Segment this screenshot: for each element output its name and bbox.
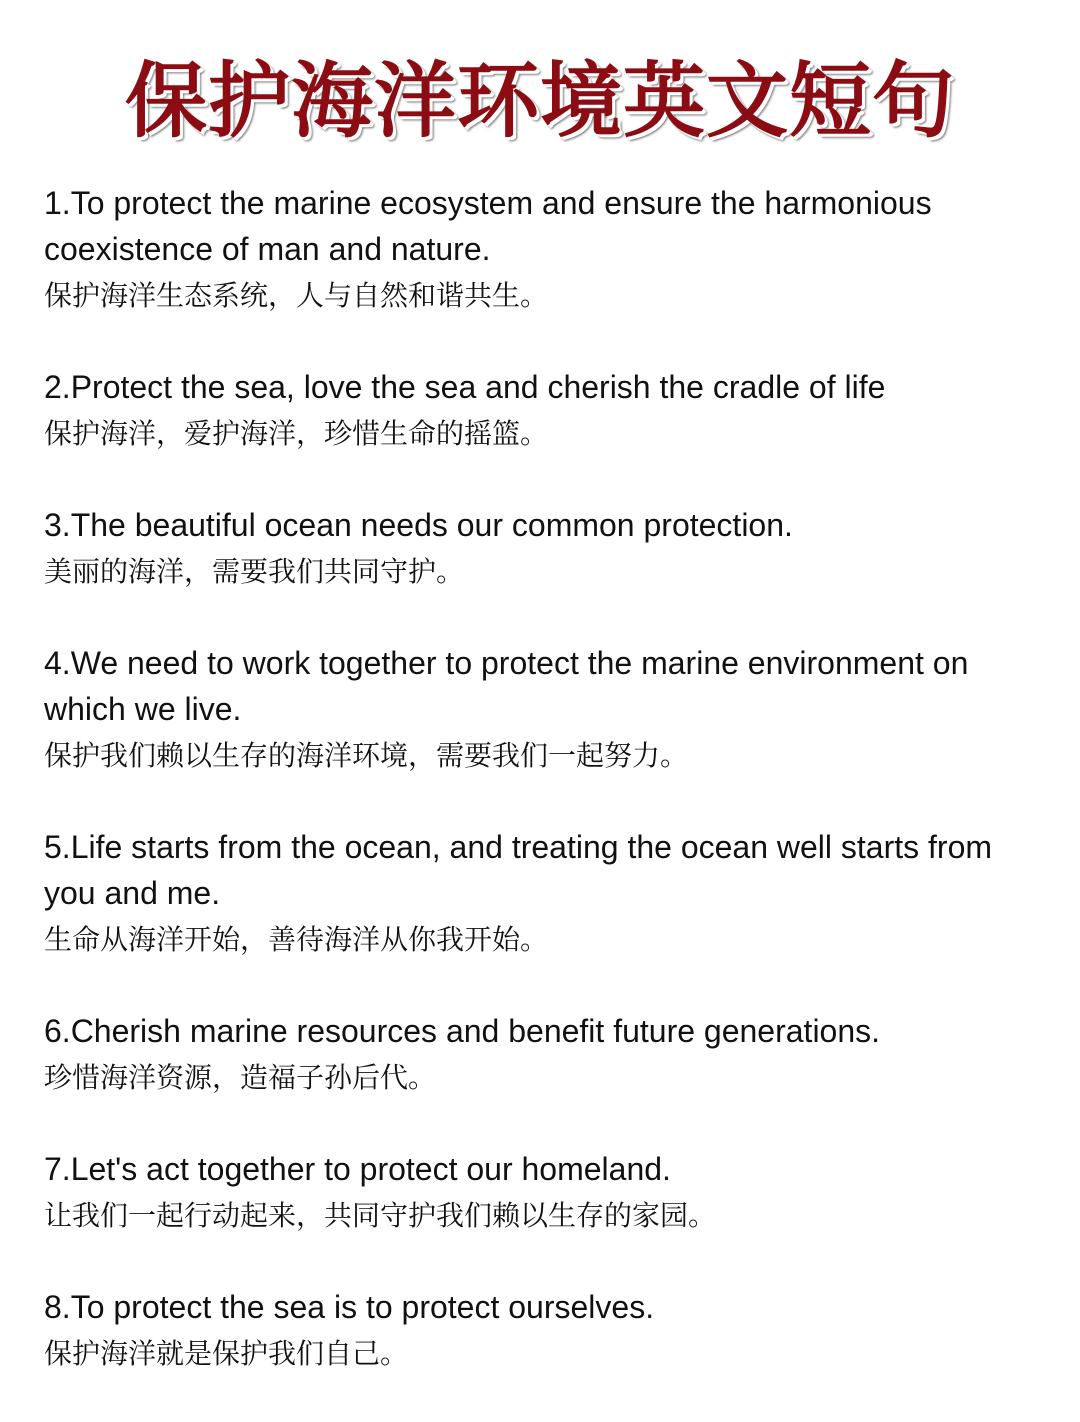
- english-sentence: 2.Protect the sea, love the sea and cherish the cradle of life: [44, 369, 886, 405]
- chinese-translation: 保护我们赖以生存的海洋环境，需要我们一起努力。: [44, 739, 689, 772]
- sentence-item: [44, 364, 1044, 458]
- english-sentence: 7.Let's act together to protect our homeland.: [44, 1151, 671, 1187]
- page-title: 保护海洋环境英文短句: [124, 54, 955, 149]
- sentence-list: [44, 180, 1044, 1422]
- english-sentence: 1.To protect the marine ecosystem and ensure the harmonious coexistence of man and nature.: [44, 185, 932, 267]
- english-sentence: 5.Life starts from the ocean, and treating the ocean well starts from you and me.: [44, 829, 993, 911]
- english-sentence: 3.The beautiful ocean needs our common protection.: [44, 507, 793, 543]
- sentence-item: [44, 502, 1044, 596]
- chinese-translation: 保护海洋，爱护海洋，珍惜生命的摇篮。: [44, 417, 549, 450]
- chinese-translation: 美丽的海洋，需要我们共同守护。: [44, 555, 465, 588]
- english-sentence: 4.We need to work together to protect the marine environment on which we live.: [44, 645, 969, 727]
- sentence-item: [44, 640, 1044, 780]
- english-sentence: 6.Cherish marine resources and benefit future generations.: [44, 1013, 881, 1049]
- sentence-item: [44, 1146, 1044, 1240]
- chinese-translation: 生命从海洋开始，善待海洋从你我开始。: [44, 923, 549, 956]
- sentence-item: [44, 180, 1044, 320]
- sentence-item: [44, 1008, 1044, 1102]
- sentence-item: [44, 1284, 1044, 1378]
- english-sentence: 8.To protect the sea is to protect ourselves.: [44, 1289, 655, 1325]
- chinese-translation: 保护海洋生态系统，人与自然和谐共生。: [44, 279, 549, 312]
- chinese-translation: 珍惜海洋资源，造福子孙后代。: [44, 1061, 437, 1094]
- chinese-translation: 让我们一起行动起来，共同守护我们赖以生存的家园。: [44, 1199, 717, 1232]
- sentence-item: [44, 824, 1044, 964]
- chinese-translation: 保护海洋就是保护我们自己。: [44, 1337, 409, 1370]
